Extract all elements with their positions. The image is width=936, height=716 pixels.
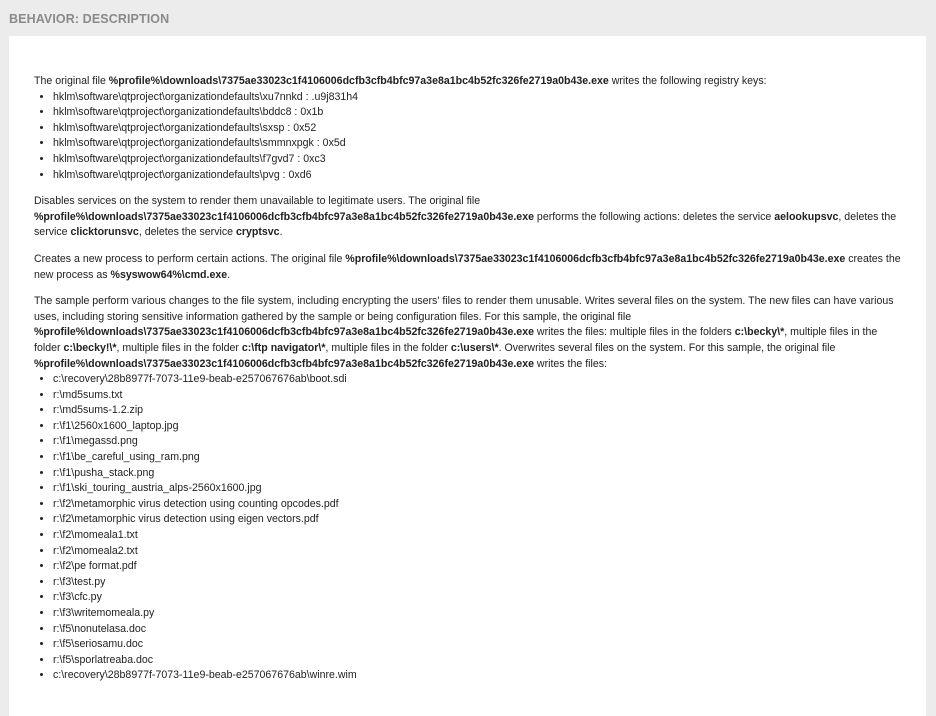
file-path: %profile%\downloads\7375ae33023c1f4106006dcfb3cfb4bfc97a3e8a1bc4b52fc326fe2719a0b43e.exe xyxy=(108,75,609,87)
list-item: • hklm\software\qtproject\organizationdefaults\xu7nnkd : .u9j831h4 xyxy=(53,90,906,106)
list-item: • hklm\software\qtproject\organizationdefaults\pvg : 0xd6 xyxy=(53,168,906,184)
list-item: • r:\f5\seriosamu.doc xyxy=(53,637,906,653)
list-item: • r:\f5\sporlatreaba.doc xyxy=(53,653,906,669)
service-name: clicktorunsvc xyxy=(70,226,139,239)
text: , multiple files in the folder xyxy=(34,326,878,354)
text: writes the files: multiple files in the folders xyxy=(533,326,735,339)
text: Disables services on the system to render them unavailable to legitimate users. The original file xyxy=(34,195,481,208)
process-path: %syswow64%\cmd.exe xyxy=(110,268,228,281)
list-item: • hklm\software\qtproject\organizationdefaults\smmnxpgk : 0x5d xyxy=(53,136,906,152)
service-name: cryptsvc xyxy=(235,226,280,239)
list-item: • r:\md5sums-1.2.zip xyxy=(53,403,906,419)
text: performs the following actions: deletes the service xyxy=(533,210,775,223)
list-item: • r:\f3\cfc.py xyxy=(53,590,906,606)
registry-intro xyxy=(34,74,906,90)
list-item: • r:\md5sums.txt xyxy=(53,388,906,404)
text: , deletes the service xyxy=(34,210,897,239)
list-item: • r:\f2\metamorphic virus detection using counting opcodes.pdf xyxy=(53,497,906,513)
text: The sample perform various changes to the file system, including encrypting the users' files to render them unusable. Writes several files on the system. The new files can have various uses, including storing sensitive information gathered by the sample or being configuration files. For this sample, the original file xyxy=(34,295,894,323)
folder-path: c:\ftp navigator\* xyxy=(241,341,326,354)
text: , multiple files in the folder xyxy=(116,341,242,354)
list-item: • r:\f2\metamorphic virus detection using eigen vectors.pdf xyxy=(53,512,906,528)
process-paragraph xyxy=(34,252,906,283)
text: writes the following registry keys: xyxy=(608,75,767,87)
folder-path: c:\users\* xyxy=(450,341,499,354)
file-path: %profile%\downloads\7375ae33023c1f4106006dcfb3cfb4bfc97a3e8a1bc4b52fc326fe2719a0b43e.exe xyxy=(345,252,846,265)
list-item: • r:\f1\ski_touring_austria_alps-2560x1600.jpg xyxy=(53,481,906,497)
list-item: • hklm\software\qtproject\organizationdefaults\bddc8 : 0x1b xyxy=(53,105,906,121)
folder-path: c:\becky!\* xyxy=(63,341,117,354)
list-item: • r:\f2\momeala2.txt xyxy=(53,544,906,560)
description-panel xyxy=(9,36,926,716)
list-item: • c:\recovery\28b8977f-7073-11e9-beab-e257067676ab\boot.sdi xyxy=(53,372,906,388)
file-path: %profile%\downloads\7375ae33023c1f4106006dcfb3cfb4bfc97a3e8a1bc4b52fc326fe2719a0b43e.exe xyxy=(34,357,534,370)
text: The original file xyxy=(34,75,109,87)
text: . xyxy=(227,268,231,281)
text: . Overwrites several files on the system. For this sample, the original file xyxy=(498,341,836,354)
text: . xyxy=(279,226,283,239)
list-item: • r:\f1\be_careful_using_ram.png xyxy=(53,450,906,466)
registry-key-list xyxy=(34,90,906,184)
written-files-list xyxy=(34,372,906,684)
file-path: %profile%\downloads\7375ae33023c1f4106006dcfb3cfb4bfc97a3e8a1bc4b52fc326fe2719a0b43e.exe xyxy=(34,210,534,223)
list-item: • r:\f2\momeala1.txt xyxy=(53,528,906,544)
list-item: • r:\f5\nonutelasa.doc xyxy=(53,622,906,638)
text: Creates a new process to perform certain actions. The original file xyxy=(34,252,346,265)
folder-path: c:\becky\* xyxy=(734,326,785,339)
list-item: • c:\recovery\28b8977f-7073-11e9-beab-e257067676ab\winre.wim xyxy=(53,668,906,684)
list-item: • r:\f1\megassd.png xyxy=(53,434,906,450)
list-item: • r:\f2\pe format.pdf xyxy=(53,559,906,575)
filesystem-paragraph xyxy=(34,294,906,372)
list-item: • r:\f1\2560x1600_laptop.jpg xyxy=(53,419,906,435)
file-path: %profile%\downloads\7375ae33023c1f4106006dcfb3cfb4bfc97a3e8a1bc4b52fc326fe2719a0b43e.exe xyxy=(34,326,534,339)
text: , deletes the service xyxy=(138,226,236,239)
list-item: • r:\f3\writemomeala.py xyxy=(53,606,906,622)
list-item: • hklm\software\qtproject\organizationdefaults\sxsp : 0x52 xyxy=(53,121,906,137)
text: , multiple files in the folder xyxy=(325,341,451,354)
text: writes the files: xyxy=(533,357,607,370)
section-header: BEHAVIOR: DESCRIPTION xyxy=(9,12,170,26)
list-item: • r:\f1\pusha_stack.png xyxy=(53,466,906,482)
list-item: • r:\f3\test.py xyxy=(53,575,906,591)
service-name: aelookupsvc xyxy=(774,210,839,223)
list-item: • hklm\software\qtproject\organizationdefaults\f7gvd7 : 0xc3 xyxy=(53,152,906,168)
text: creates the new process as xyxy=(34,252,901,281)
services-paragraph xyxy=(34,194,906,241)
